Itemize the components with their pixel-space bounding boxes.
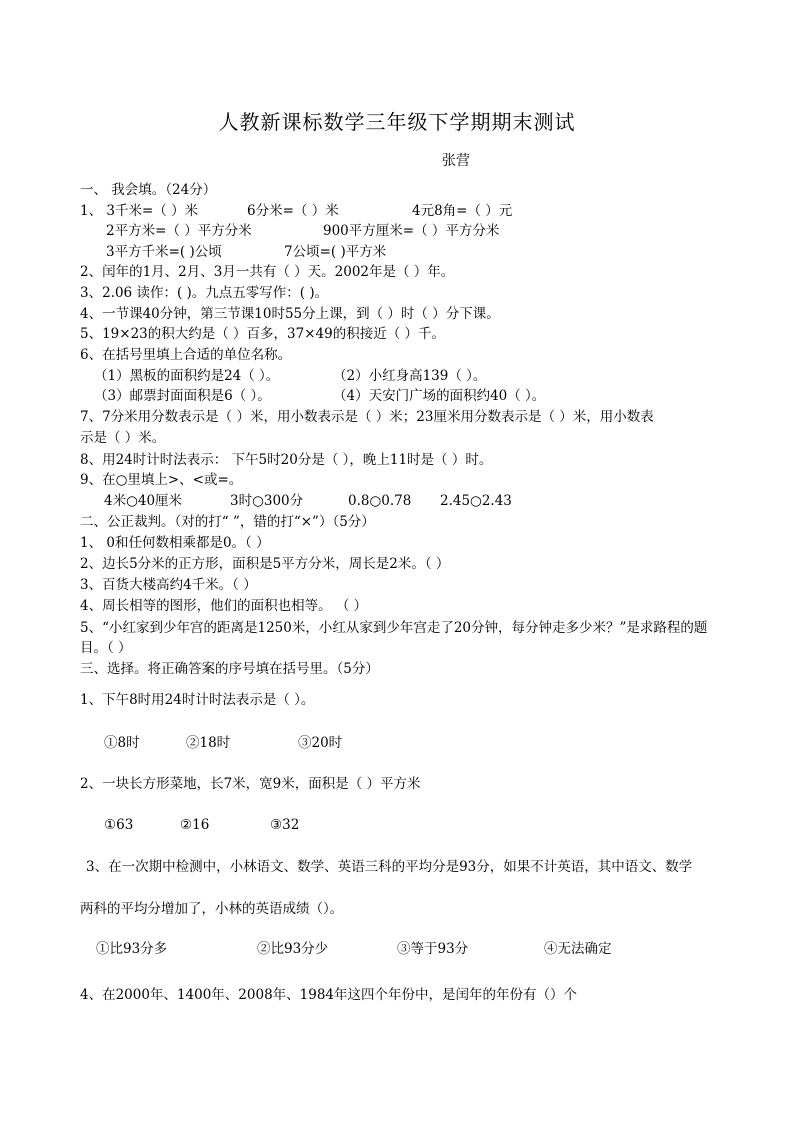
question-6: 6、在括号里填上合适的单位名称。 (80, 347, 292, 363)
judge-item-3: 3、百货大楼高约4千米。（ ） (80, 577, 257, 593)
judge-item-2: 2、边长5分米的正方形，面积是5平方分米，周长是2米。（ ） (80, 556, 450, 572)
question-3: 3、2.06 读作：( )。九点五零写作：( )。 (80, 285, 329, 301)
choice-question-2: 2、一块长方形菜地，长7米，宽9米，面积是（ ）平方米 (80, 776, 421, 792)
choice-question-4: 4、在2000年、1400年、2008年、1984年这四个年份中，是闰年的年份有（）个 (80, 987, 578, 1003)
question-7-line-1: 7、7分米用分数表示是（ ）米，用小数表示是（ ）米；23厘米用分数表示是（ ）米，用小数表 (80, 409, 654, 425)
section-3-header: 三、选择。将正确答案的序号填在括号里。（5分） (80, 661, 379, 677)
judge-item-5-line-2: 目。（ ） (80, 640, 132, 656)
question-8: 8、用24时计时法表示： 下午5时20分是（ ），晚上11时是（ ）时。 (80, 452, 493, 468)
author-name: 张营 (442, 153, 470, 169)
section-1-header: 一、 我会填。（24分） (80, 182, 217, 198)
judge-item-1: 1、 0和任何数相乘都是0。（ ） (80, 535, 270, 551)
section-2-header: 二、公正裁判。（对的打“ ”，错的打“×”）（5分） (80, 514, 375, 530)
judge-item-5-line-1: 5、“小红家到少年宫的距离是1250米，小红从家到少年宫走了20分钟，每分钟走多少米？”是求路程的题 (80, 620, 708, 636)
exam-page: 人教新课标数学三年级下学期期末测试 张营 一、 我会填。（24分） 1、 3千米=（ ）米 6分米=（ ）米 4元8角=（ ）元 2平方米=（ ）平方分米 900平方厘米=（ ）平方分米 3平方千米=( )公顷 7公顷=( )平方米 2、闰年的1月、2月、3月一共有（ ）天。2002年是（ ）年。 3、2.06 读作：( )。九点五零写作：( )。 4、一节课40分钟，第三节课10时55分上课，到（ ）时（ ）分下课。 5、19×23的积大约是（ ）百多，37×49的积接近（ ）千。 6、在括号里填上合适的单位名称。 （1）黑板的面积约是24（ ）。 （2）小红身高139（ ）。 （3）邮票封面面积是6（ ）。 （4）天安门广场的面积约40（ ）。 7、7分米用分数表示是（ ）米，用小数表示是（ ）米；23厘米用分数表示是（ ）米，用小数表 示是（ ）米。 8、用24时计时法表示： 下午5时20分是（ ），晚上11时是（ ）时。 9、在○里填上>、<或=。 4米○40厘米 3时○300分 0.8○0.78 2.45○2.43 二、公正裁判。（对的打“ ”，错的打“×”）（5分） 1、 0和任何数相乘都是0。（ ） 2、边长5分米的正方形，面积是5平方分米，周长是2米。（ ） 3、百货大楼高约4千米。（ ） 4、周长相等的图形，他们的面积也相等。 （ ） 5、“小红家到少年宫的距离是1250米，小红从家到少年宫走了20分钟，每分钟走多少米？”是求路程的题 目。（ ） 三、选择。将正确答案的序号填在括号里。（5分） 1、下午8时用24时计时法表示是（ ）。 ①8时 ②18时 ③20时 2、一块长方形菜地，长7米，宽9米，面积是（ ）平方米 ①63 ②16 ③32 3、在一次期中检测中，小林语文、数学、英语三科的平均分是93分，如果不计英语，其中语文、数学 两科的平均分增加了，小林的英语成绩（）。 ①比93分多 ②比93分少 ③等于93分 ④无法确定 4、在2000年、1400年、2008年、1984年这四个年份中，是闰年的年份有（）个 (0, 0, 794, 1123)
choice-question-3-line-1: 3、在一次期中检测中，小林语文、数学、英语三科的平均分是93分，如果不计英语，其中语文、数学 (86, 859, 693, 875)
page-title: 人教新课标数学三年级下学期期末测试 (218, 110, 576, 134)
question-2: 2、闰年的1月、2月、3月一共有（ ）天。2002年是（ ）年。 (80, 264, 455, 280)
choice-question-3-line-2: 两科的平均分增加了，小林的英语成绩（）。 (80, 901, 344, 917)
question-9: 9、在○里填上>、<或=。 (80, 472, 243, 488)
question-7-line-2: 示是（ ）米。 (80, 430, 166, 446)
question-5: 5、19×23的积大约是（ ）百多，37×49的积接近（ ）千。 (80, 326, 446, 342)
question-4: 4、一节课40分钟，第三节课10时55分上课，到（ ）时（ ）分下课。 (80, 306, 500, 322)
choice-question-1: 1、下午8时用24时计时法表示是（ ）。 (80, 692, 315, 708)
judge-item-4: 4、周长相等的图形，他们的面积也相等。 （ ） (80, 598, 368, 614)
